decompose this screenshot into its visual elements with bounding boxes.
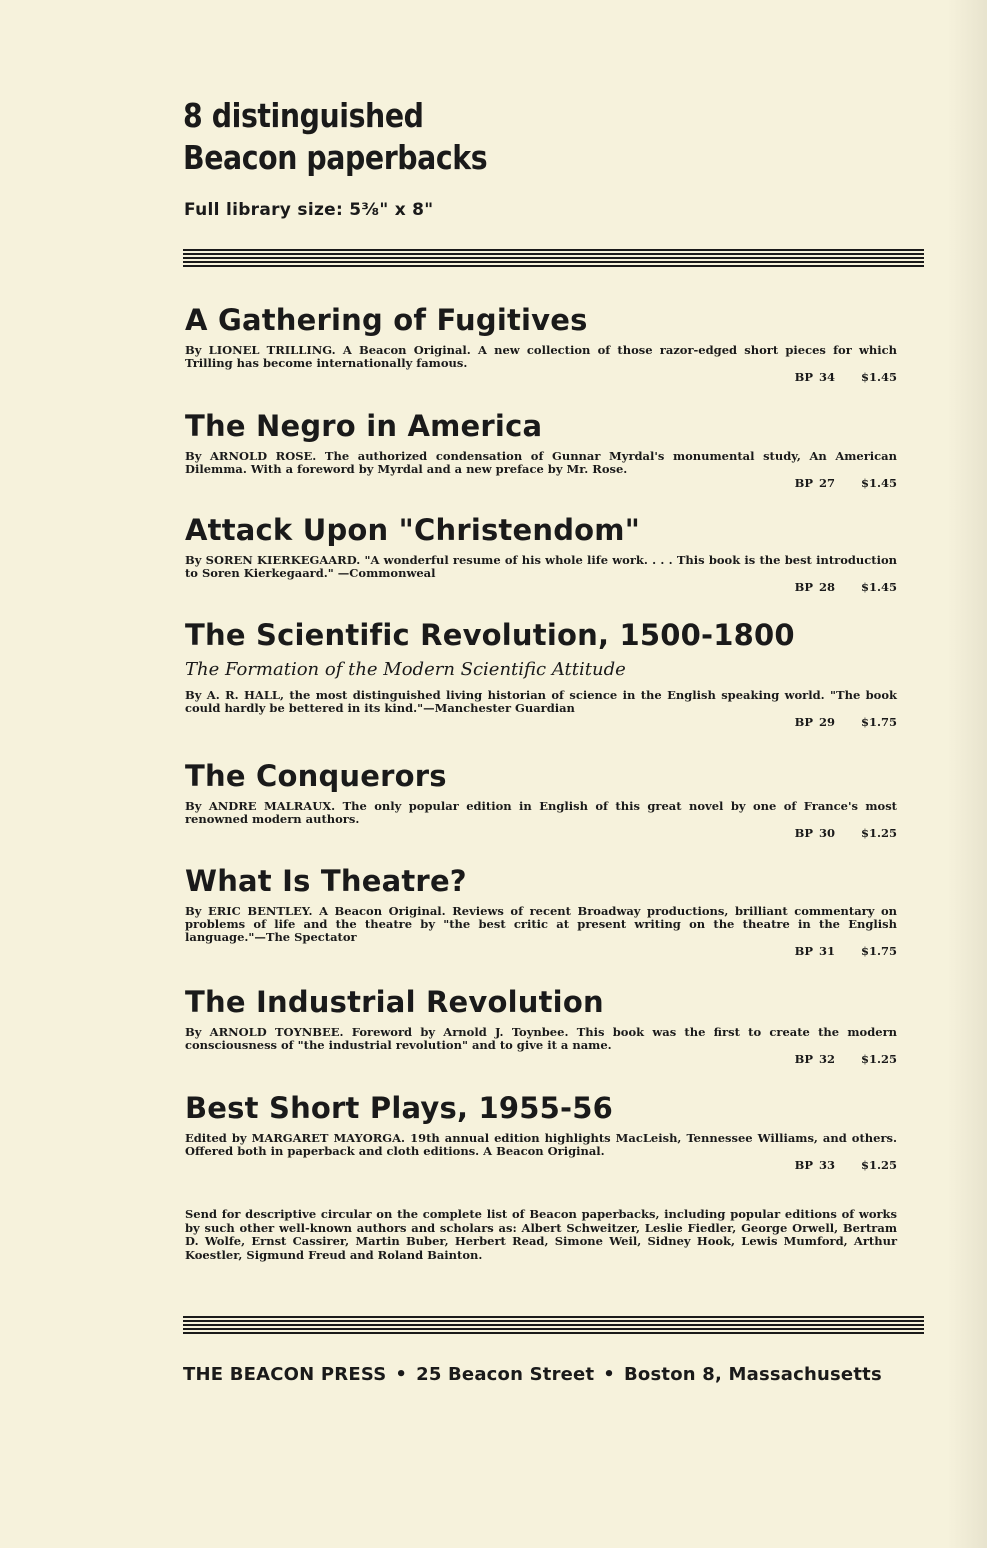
book-code-price xyxy=(185,580,897,594)
book-description: By A. R. HALL, the most distinguished living historian of science in the English speaking world. "The book could hardly be bettered in its kind."—Manchester Guardian xyxy=(185,688,897,715)
book-code: BP 27 xyxy=(794,476,835,490)
publisher-address xyxy=(183,1364,882,1385)
book-price: $1.45 xyxy=(860,580,897,594)
book-code-price xyxy=(185,944,897,958)
book-description: By SOREN KIERKEGAARD. "A wonderful resume of his whole life work. . . . This book is the best introduction to Soren Kierkegaard." —Commonweal xyxy=(185,553,897,580)
book-code-price xyxy=(185,1158,897,1172)
book-code: BP 29 xyxy=(794,715,835,729)
city-address: Boston 8, Massachusetts xyxy=(624,1364,882,1385)
top-rule xyxy=(183,249,924,269)
book-description: By ANDRE MALRAUX. The only popular edition in English of this great novel by one of France's most renowned modern authors. xyxy=(185,799,897,826)
book-title: Attack Upon "Christendom" xyxy=(185,513,641,547)
book-code: BP 30 xyxy=(794,826,835,840)
book-title: The Conquerors xyxy=(185,759,447,793)
book-price: $1.75 xyxy=(860,944,897,958)
book-code-price xyxy=(185,370,897,384)
book-title: The Industrial Revolution xyxy=(185,985,604,1019)
circular-offer: Send for descriptive circular on the complete list of Beacon paperbacks, including popular editions of works by such other well-known authors and scholars as: Albert Schweitzer, Leslie Fiedler, George Orwell, Bertram D. Wolfe, Ernst Cassirer, Martin Buber, Herbert Read, Simone Weil, Sidney Hook, Lewis Mumford, Arthur Koestler, Sigmund Freud and Roland Bainton. xyxy=(185,1207,897,1262)
book-description xyxy=(185,450,897,476)
book-price: $1.25 xyxy=(860,1158,897,1172)
page-edge-shadow xyxy=(947,0,987,1548)
library-size-note: Full library size: 5⅜" x 8" xyxy=(184,200,434,220)
book-description: By ERIC BENTLEY. A Beacon Original. Reviews of recent Broadway productions, brilliant commentary on problems of life and the theatre by "the best critic at present writing on the theatre in the English language."—The Spectator xyxy=(185,904,897,944)
bullet-separator: • xyxy=(603,1364,615,1385)
book-price: $1.45 xyxy=(860,476,897,490)
book-code-price xyxy=(185,476,897,490)
book-code-price xyxy=(185,715,897,729)
bottom-rule xyxy=(183,1316,924,1336)
book-description-text: By ARNOLD ROSE. The authorized condensation of Gunnar Myrdal's monumental study, An American Dilemma. With a foreword by Myrdal and a new preface by Mr. Rose. xyxy=(185,449,897,476)
book-price: $1.25 xyxy=(860,1052,897,1066)
street-address: 25 Beacon Street xyxy=(416,1364,595,1385)
book-entry xyxy=(185,759,897,840)
book-code-price xyxy=(185,1052,897,1066)
book-code: BP 33 xyxy=(794,1158,835,1172)
book-code: BP 31 xyxy=(794,944,835,958)
headline xyxy=(183,95,487,179)
headline-line-2: Beacon paperbacks xyxy=(183,138,488,177)
book-title: The Scientific Revolution, 1500-1800 xyxy=(185,618,795,652)
book-entry xyxy=(185,303,897,384)
book-price: $1.75 xyxy=(860,715,897,729)
book-entry xyxy=(185,985,897,1066)
book-code-price xyxy=(185,826,897,840)
book-title: What Is Theatre? xyxy=(185,864,467,898)
book-price: $1.45 xyxy=(860,370,897,384)
book-description: By ARNOLD TOYNBEE. Foreword by Arnold J. Toynbee. This book was the first to create the modern consciousness of "the industrial revolution" and to give it a name. xyxy=(185,1025,897,1052)
book-code: BP 32 xyxy=(794,1052,835,1066)
book-title: A Gathering of Fugitives xyxy=(185,303,588,337)
book-code: BP 28 xyxy=(794,580,835,594)
book-code: BP 34 xyxy=(794,370,835,384)
book-title: Best Short Plays, 1955-56 xyxy=(185,1091,613,1125)
publisher-name: THE BEACON PRESS xyxy=(183,1364,387,1385)
book-description: By LIONEL TRILLING. A Beacon Original. A new collection of those razor-edged short pieces for which Trilling has become internationally famous. xyxy=(185,343,897,370)
book-entry xyxy=(185,864,897,958)
book-price: $1.25 xyxy=(860,826,897,840)
book-description: Edited by MARGARET MAYORGA. 19th annual edition highlights MacLeish, Tennessee Williams, and others. Offered both in paperback and cloth editions. A Beacon Original. xyxy=(185,1131,897,1158)
book-entry xyxy=(185,618,897,729)
book-subtitle: The Formation of the Modern Scientific Attitude xyxy=(185,659,626,680)
book-entry xyxy=(185,513,897,594)
book-entry xyxy=(185,409,897,490)
bullet-separator: • xyxy=(395,1364,408,1385)
book-entry xyxy=(185,1091,897,1172)
book-title: The Negro in America xyxy=(185,409,543,443)
headline-line-1: 8 distinguished xyxy=(183,96,424,135)
